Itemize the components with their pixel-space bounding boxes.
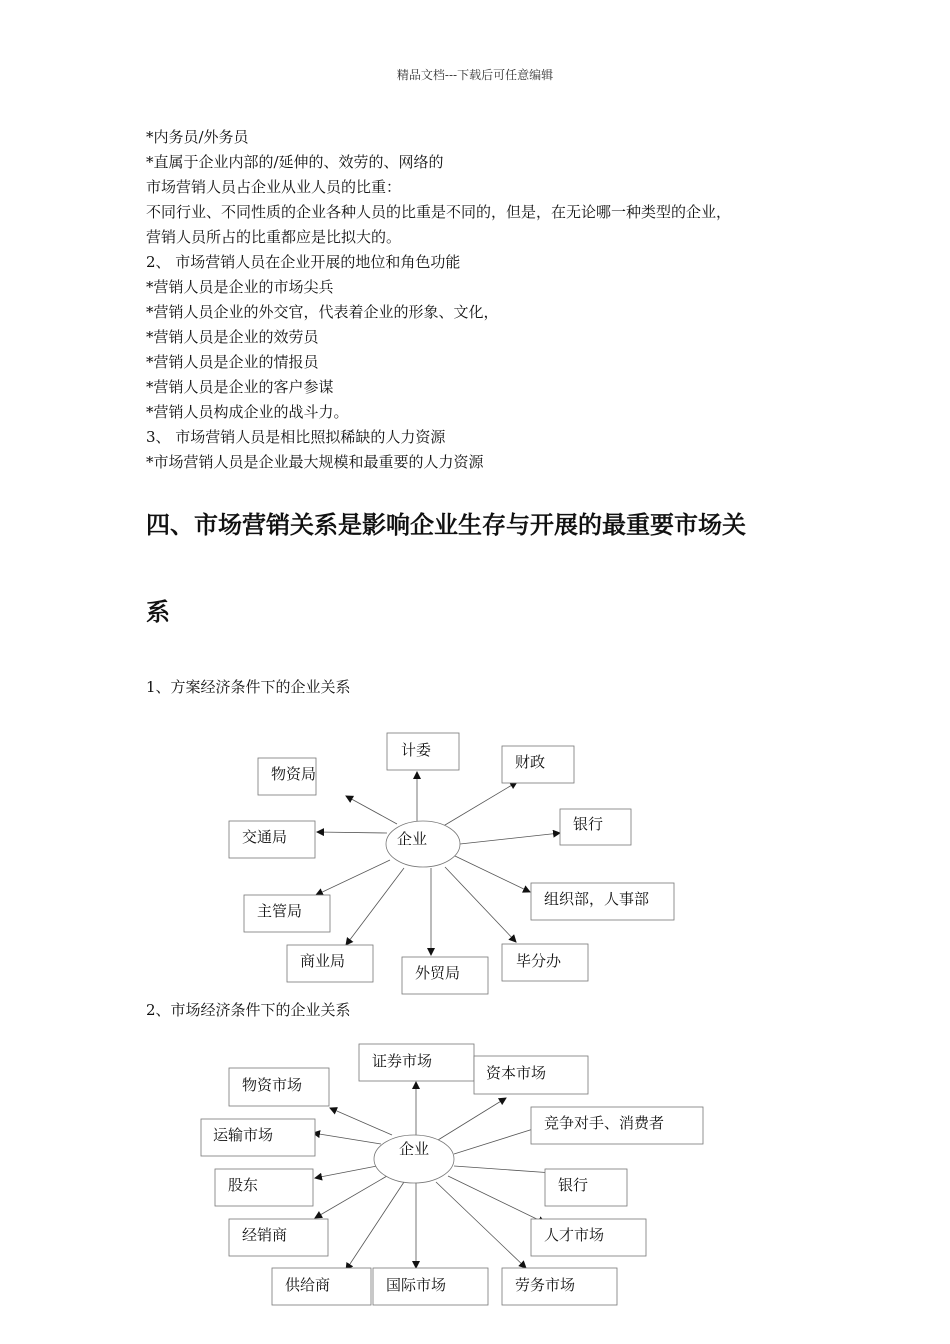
node-label: 商业局 (300, 952, 346, 970)
node-label: 资本市场 (486, 1064, 547, 1082)
paragraph: *营销人员是企业的情报员 (146, 353, 319, 371)
arrow-to-gudong (315, 1166, 377, 1178)
arrow-to-wuzi (330, 1108, 392, 1135)
arrow-to-yinhang (454, 1166, 553, 1173)
node-label: 物资市场 (242, 1076, 303, 1094)
paragraph: *营销人员是企业的市场尖兵 (146, 278, 334, 296)
arrow-to-zuzhibu (455, 856, 530, 892)
arrow-to-caizheng (440, 782, 517, 828)
center-node (386, 821, 460, 867)
node-label: 外贸局 (415, 964, 461, 982)
section-heading-continued: 系 (146, 598, 170, 626)
node-label: 竞争对手、消费者 (544, 1114, 665, 1132)
node-label: 毕分办 (516, 952, 562, 970)
arrow-to-bifenban (445, 867, 516, 942)
node-label: 国际市场 (386, 1276, 447, 1294)
center-node (374, 1135, 454, 1183)
arrow-to-yinhang (460, 833, 560, 844)
paragraph: *内务员/外务员 (146, 128, 249, 146)
paragraph: 不同行业、不同性质的企业各种人员的比重是不同的，但是，在无论哪一种类型的企业， (146, 203, 732, 221)
node-label: 计委 (401, 741, 432, 759)
paragraph: *直属于企业内部的/延伸的、效劳的、网络的 (146, 153, 444, 171)
market-economy-diagram (0, 1030, 950, 1320)
planned-economy-diagram (0, 720, 950, 1000)
arrow-to-ziben (438, 1098, 506, 1140)
paragraph: 3、 市场营销人员是相比照拟稀缺的人力资源 (146, 428, 446, 446)
paragraph: *营销人员是企业的客户参谋 (146, 378, 334, 396)
arrow-to-laowu (436, 1182, 526, 1268)
paragraph: *营销人员企业的外交官，代表着企业的形象、文化， (146, 303, 499, 321)
section-heading: 四、市场营销关系是影响企业生存与开展的最重要市场关 (146, 511, 746, 539)
arrow-to-rencai (448, 1176, 545, 1223)
paragraph: 2、 市场营销人员在企业开展的地位和角色功能 (146, 253, 461, 271)
page-header: 精品文档---下载后可任意编辑 (396, 68, 554, 82)
node-label: 交通局 (242, 828, 288, 846)
paragraph: *营销人员构成企业的战斗力。 (146, 403, 349, 421)
node-label: 股东 (228, 1176, 259, 1194)
arrow-to-jiaotongju (317, 832, 387, 833)
arrow-to-yunshu (313, 1133, 381, 1144)
center-label: 企业 (399, 1140, 430, 1158)
center-label: 企业 (397, 830, 428, 848)
node-label: 经销商 (242, 1226, 288, 1244)
node-label: 组织部，人事部 (544, 890, 650, 908)
arrow-to-jingxiao (315, 1176, 387, 1218)
node-label: 证券市场 (372, 1052, 433, 1070)
arrow-to-zhuguanju (316, 860, 390, 895)
paragraph: 市场营销人员占企业从业人员的比重： (146, 178, 402, 196)
diagram1-caption: 1、方案经济条件下的企业关系 (146, 678, 351, 696)
paragraph: *市场营销人员是企业最大规模和最重要的人力资源 (146, 453, 484, 471)
node-label: 物资局 (271, 765, 317, 783)
paragraph: *营销人员是企业的效劳员 (146, 328, 319, 346)
node-label: 运输市场 (213, 1126, 274, 1144)
node-label: 劳务市场 (515, 1276, 576, 1294)
paragraph: 营销人员所占的比重都应是比拟大的。 (146, 228, 402, 246)
arrow-to-wuziju (346, 796, 397, 824)
node-label: 财政 (515, 753, 546, 771)
node-label: 银行 (573, 815, 604, 833)
node-label: 人才市场 (544, 1226, 605, 1244)
diagram2-caption: 2、市场经济条件下的企业关系 (146, 1001, 351, 1019)
node-label: 主管局 (257, 902, 303, 920)
arrow-to-shangyeju (346, 868, 404, 945)
node-label: 供给商 (285, 1276, 331, 1294)
node-label: 银行 (558, 1176, 589, 1194)
